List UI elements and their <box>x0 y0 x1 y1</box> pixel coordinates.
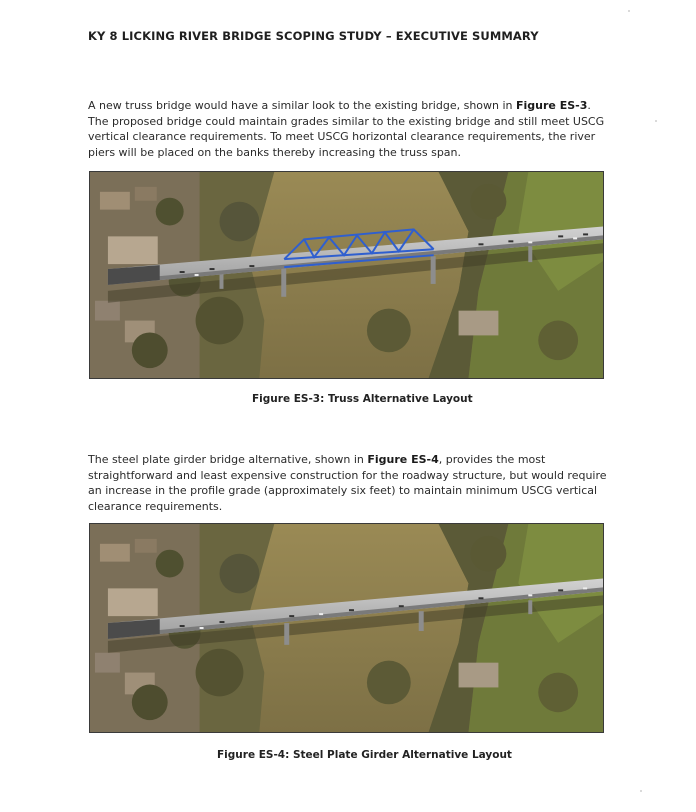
scan-speck <box>640 790 642 792</box>
paragraph-text: . The proposed bridge could maintain grades similar to the existing bridge and still meet USCG vertical clearance requirements. To meet USCG horizontal clearance requirements, the river piers will be placed on the banks thereby increasing the truss span. <box>88 99 605 159</box>
figure-caption: Figure ES-3: Truss Alternative Layout <box>252 393 473 405</box>
figure-truss-rendering <box>89 171 604 379</box>
figure-reference: Figure ES-3 <box>516 99 588 112</box>
paragraph-truss-description <box>88 98 608 160</box>
paragraph-text: A new truss bridge would have a similar look to the existing bridge, shown in <box>88 99 517 112</box>
figure-reference: Figure ES-4 <box>367 453 439 466</box>
paragraph-text: The steel plate girder bridge alternative, shown in <box>88 453 368 466</box>
scan-speck <box>655 120 657 122</box>
document-header: KY 8 LICKING RIVER BRIDGE SCOPING STUDY – EXECUTIVE SUMMARY <box>88 29 539 43</box>
girder-aerial-image <box>90 524 603 732</box>
paragraph-text: , provides the most straightforward and least expensive construction for the roadway structure, but would require an increase in the profile grade (approximately six feet) to maintain minimum USCG vertical clearance requirements. <box>88 453 607 513</box>
scan-speck <box>628 10 630 12</box>
paragraph-girder-description <box>88 452 608 514</box>
figure-caption: Figure ES-4: Steel Plate Girder Alternative Layout <box>217 749 512 761</box>
figure-girder-rendering <box>89 523 604 733</box>
truss-aerial-image <box>90 172 603 378</box>
